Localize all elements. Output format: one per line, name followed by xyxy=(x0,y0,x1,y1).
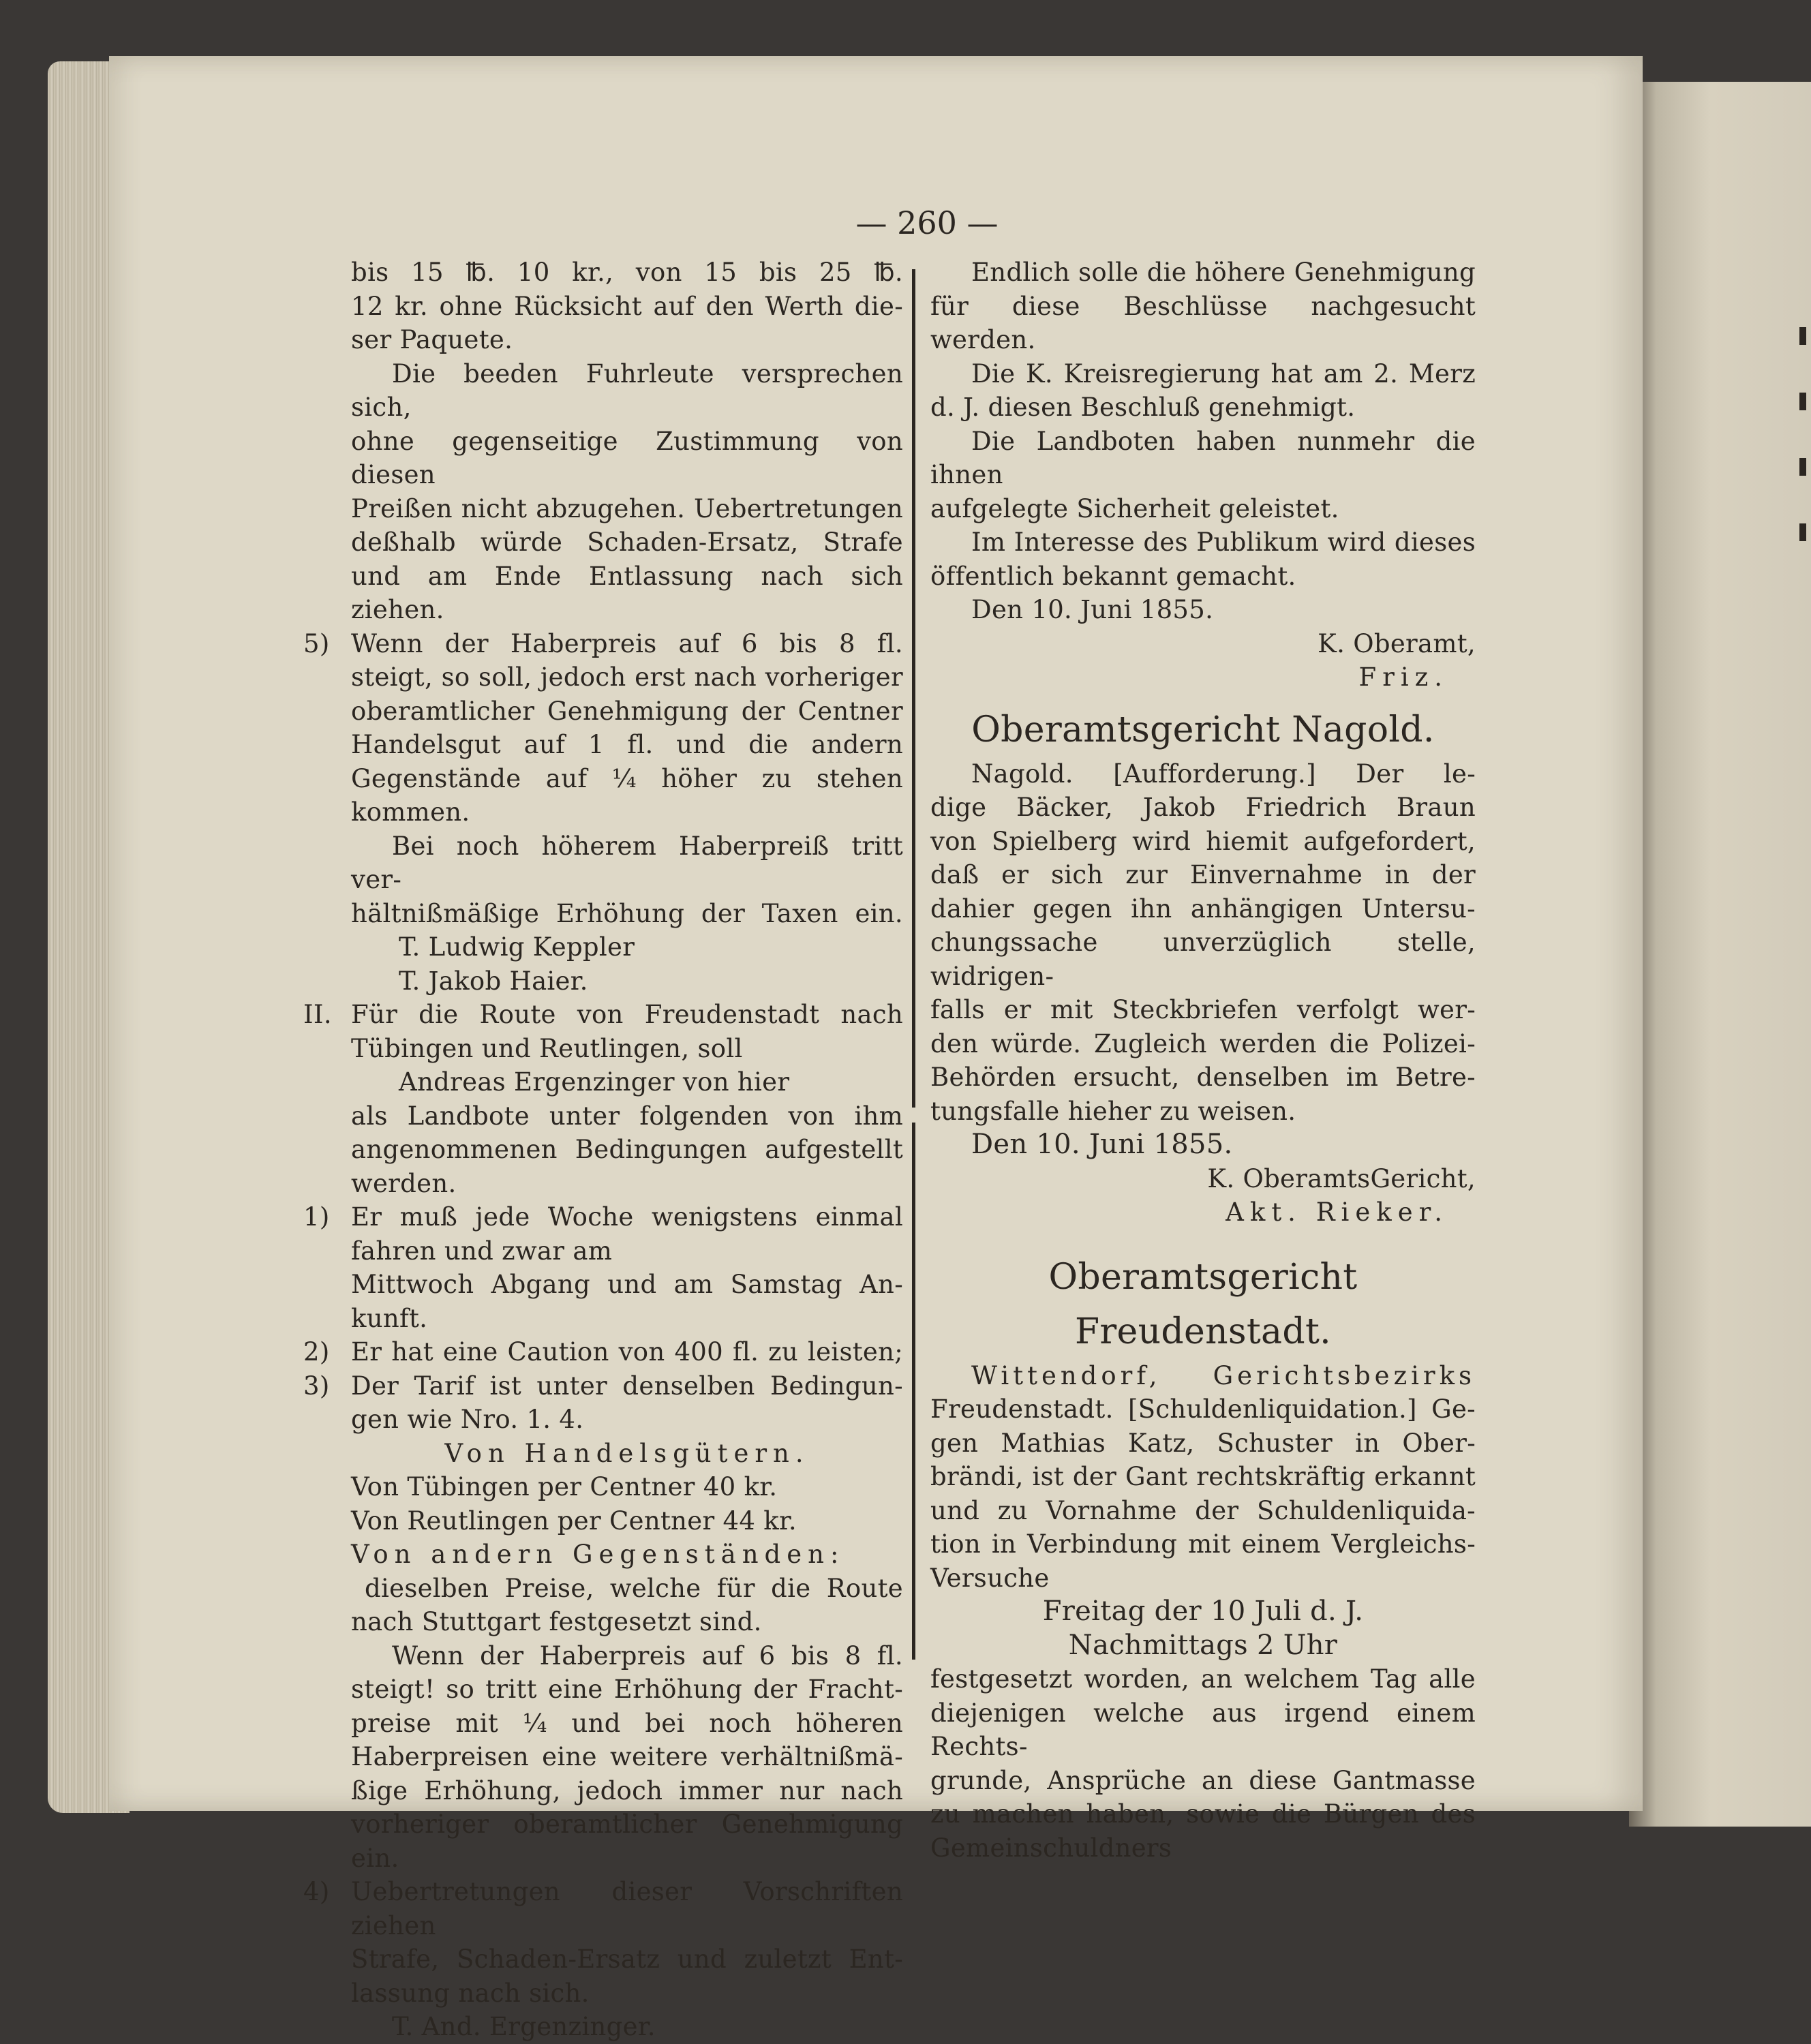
text-line: Von Reutlingen per Centner 44 kr. xyxy=(351,1506,797,1536)
date-line: Den 10. Juni 1855. xyxy=(971,595,1214,624)
section-II xyxy=(303,998,903,1032)
text-line: hältnißmäßige Erhöhung der Taxen ein. xyxy=(351,898,903,928)
signature: Friz. xyxy=(1358,662,1448,692)
text-line: brändi, ist der Gant rechtskräftig erkannt xyxy=(930,1462,1476,1491)
text-line: und zu Vornahme der Schuldenliquida- xyxy=(930,1495,1476,1525)
text-line: Wenn der Haberpreis auf 6 bis 8 fl. xyxy=(392,1641,903,1671)
text-line: steigt! so tritt eine Erhöhung der Fracht- xyxy=(351,1675,903,1704)
text-line: Freudenstadt. [Schuldenliquidation.] Ge- xyxy=(930,1394,1476,1424)
text-line: Im Interesse des Publikum wird dieses xyxy=(971,528,1476,557)
text-line: aufgelegte Sicherheit geleistet. xyxy=(930,493,1339,523)
time-line: Nachmittags 2 Uhr xyxy=(1068,1629,1338,1661)
text-line: Gemeinschuldners xyxy=(930,1833,1172,1863)
text-line: Preißen nicht abzugehen. Uebertretungen xyxy=(351,493,903,523)
numbered-item-2 xyxy=(303,1335,903,1369)
text-line: dahier gegen ihn anhängigen Untersu- xyxy=(930,894,1476,924)
signature: T. Jakob Haier. xyxy=(399,966,588,996)
date-line: Freitag der 10 Juli d. J. xyxy=(1042,1596,1364,1627)
facing-page-text-fragments xyxy=(1799,327,1806,600)
date-line: Den 10. Juni 1855. xyxy=(971,1129,1233,1160)
text-line: bis 15 ℔. 10 kr., von 15 bis 25 ℔. xyxy=(351,258,903,287)
text-line: Versuche xyxy=(930,1563,1050,1593)
text-line: gen wie Nro. 1. 4. xyxy=(351,1405,584,1434)
item-number: II. xyxy=(303,1000,332,1029)
text-line: angenommenen Bedingungen aufgestellt xyxy=(351,1135,903,1164)
text-line: preise mit ¼ und bei noch höheren xyxy=(351,1708,903,1738)
text-line: Gegenstände auf ¼ höher zu stehen xyxy=(351,763,903,793)
text-line: Wittendorf, Gerichtsbezirks xyxy=(971,1360,1476,1390)
column-divider xyxy=(912,269,915,1660)
text-line: Handelsgut auf 1 fl. und die andern xyxy=(351,730,903,759)
subheading: Von andern Gegenständen: xyxy=(351,1540,845,1569)
text-line: ßige Erhöhung, jedoch immer nur nach xyxy=(351,1775,903,1805)
text-line: werden. xyxy=(351,1168,457,1198)
item-number: 2) xyxy=(303,1337,330,1367)
item-number: 5) xyxy=(303,628,330,658)
text-line: Endlich solle die höhere Genehmigung xyxy=(971,258,1476,287)
text-line: kommen. xyxy=(351,797,470,827)
signature: T. Ludwig Keppler xyxy=(399,932,635,962)
text-line: kunft. xyxy=(351,1303,428,1333)
text-line: Mittwoch Abgang und am Samstag An- xyxy=(351,1270,903,1299)
text-line: 12 kr. ohne Rücksicht auf den Werth die- xyxy=(351,291,903,321)
text-line: tion in Verbindung mit einem Vergleichs- xyxy=(930,1529,1476,1559)
text-line: Behörden ersucht, denselben im Betre- xyxy=(930,1063,1476,1092)
signature: K. Oberamt, xyxy=(1318,628,1476,658)
text-line: den würde. Zugleich werden die Polizei- xyxy=(930,1028,1476,1058)
text-line: Wenn der Haberpreis auf 6 bis 8 fl. xyxy=(351,628,903,658)
text-line: deßhalb würde Schaden-Ersatz, Strafe xyxy=(351,528,903,557)
item-number: 4) xyxy=(303,1877,330,1906)
text-line: fahren und zwar am xyxy=(351,1236,613,1266)
text-line: Uebertretungen dieser Vorschriften ziehen xyxy=(351,1877,903,1940)
column-divider-gap xyxy=(909,1108,919,1123)
text-line: zu machen haben, sowie die Bürgen des xyxy=(930,1799,1476,1829)
item-number: 3) xyxy=(303,1371,330,1401)
page-number: — 260 — xyxy=(855,204,999,241)
left-column xyxy=(303,256,903,2044)
text-line: Er muß jede Woche wenigstens einmal xyxy=(351,1202,903,1232)
subheading: Von Handelsgütern. xyxy=(444,1438,810,1468)
text-line: Die Landboten haben nunmehr die ihnen xyxy=(930,426,1476,489)
text-line: Andreas Ergenzinger von hier xyxy=(399,1067,790,1097)
text-line: falls er mit Steckbriefen verfolgt wer- xyxy=(930,995,1476,1024)
text-line: für diese Beschlüsse nachgesucht werden. xyxy=(930,291,1476,354)
text-line: Von Tübingen per Centner 40 kr. xyxy=(351,1472,778,1501)
right-column xyxy=(930,256,1476,1865)
item-number: 1) xyxy=(303,1202,330,1232)
section-heading: Oberamtsgericht Freudenstadt. xyxy=(1048,1256,1358,1352)
numbered-item-1 xyxy=(303,1200,903,1234)
text-line: öffentlich bekannt gemacht. xyxy=(930,561,1296,591)
text-line: vorheriger oberamtlicher Genehmigung ein. xyxy=(351,1810,903,1873)
text-line: dieselben Preise, welche für die Route xyxy=(365,1573,903,1603)
text-line: lassung nach sich. xyxy=(351,1978,590,2008)
section-heading: Oberamtsgericht Nagold. xyxy=(971,709,1435,750)
text-line: als Landbote unter folgenden von ihm xyxy=(351,1101,903,1131)
text-line: festgesetzt worden, an welchem Tag alle xyxy=(930,1664,1476,1694)
text-line: oberamtlicher Genehmigung der Centner xyxy=(351,696,903,726)
text-line: Haberpreisen eine weitere verhältnißmä- xyxy=(351,1742,903,1771)
text-line: tungsfalle hieher zu weisen. xyxy=(930,1096,1296,1126)
text-line: Der Tarif ist unter denselben Bedingun- xyxy=(351,1371,903,1401)
facing-page-edge xyxy=(1629,82,1811,1827)
text-line: von Spielberg wird hiemit aufgefordert, xyxy=(930,826,1476,856)
text-line: Die beeden Fuhrleute versprechen sich, xyxy=(351,359,903,422)
text-line: diejenigen welche aus irgend einem Rechts- xyxy=(930,1698,1476,1761)
signature: Akt. Rieker. xyxy=(1226,1198,1448,1227)
text-line: gen Mathias Katz, Schuster in Ober- xyxy=(930,1428,1476,1458)
text-line: chungssache unverzüglich stelle, widrigen- xyxy=(930,928,1476,991)
text-line: ohne gegenseitige Zustimmung von diesen xyxy=(351,426,903,489)
numbered-item-4 xyxy=(303,1875,903,1942)
text-line: Bei noch höherem Haberpreiß tritt ver- xyxy=(351,831,903,894)
text-line: Die K. Kreisregierung hat am 2. Merz xyxy=(971,359,1476,388)
text-line: und am Ende Entlassung nach sich ziehen. xyxy=(351,561,903,624)
signature: K. OberamtsGericht, xyxy=(1207,1163,1476,1193)
text-line: dige Bäcker, Jakob Friedrich Braun xyxy=(930,793,1476,822)
text-line: Für die Route von Freudenstadt nach xyxy=(351,1000,903,1029)
text-line: Tübingen und Reutlingen, soll xyxy=(351,1033,743,1063)
text-line: Nagold. [Aufforderung.] Der le- xyxy=(971,759,1476,789)
signature: T. And. Ergenzinger. xyxy=(392,2012,656,2041)
text-line: daß er sich zur Einvernahme in der xyxy=(930,860,1476,889)
text-line: nach Stuttgart festgesetzt sind. xyxy=(351,1607,762,1636)
text-line: d. J. diesen Beschluß genehmigt. xyxy=(930,393,1356,422)
text-line: Er hat eine Caution von 400 fl. zu leisten; xyxy=(351,1337,903,1367)
numbered-item-3 xyxy=(303,1369,903,1403)
text-line: grunde, Ansprüche an diese Gantmasse xyxy=(930,1765,1476,1795)
text-line: Strafe, Schaden-Ersatz und zuletzt Ent- xyxy=(351,1944,903,1974)
text-line: ser Paquete. xyxy=(351,325,513,354)
text-line: steigt, so soll, jedoch erst nach vorheriger xyxy=(351,662,903,692)
numbered-item-5 xyxy=(303,627,903,661)
